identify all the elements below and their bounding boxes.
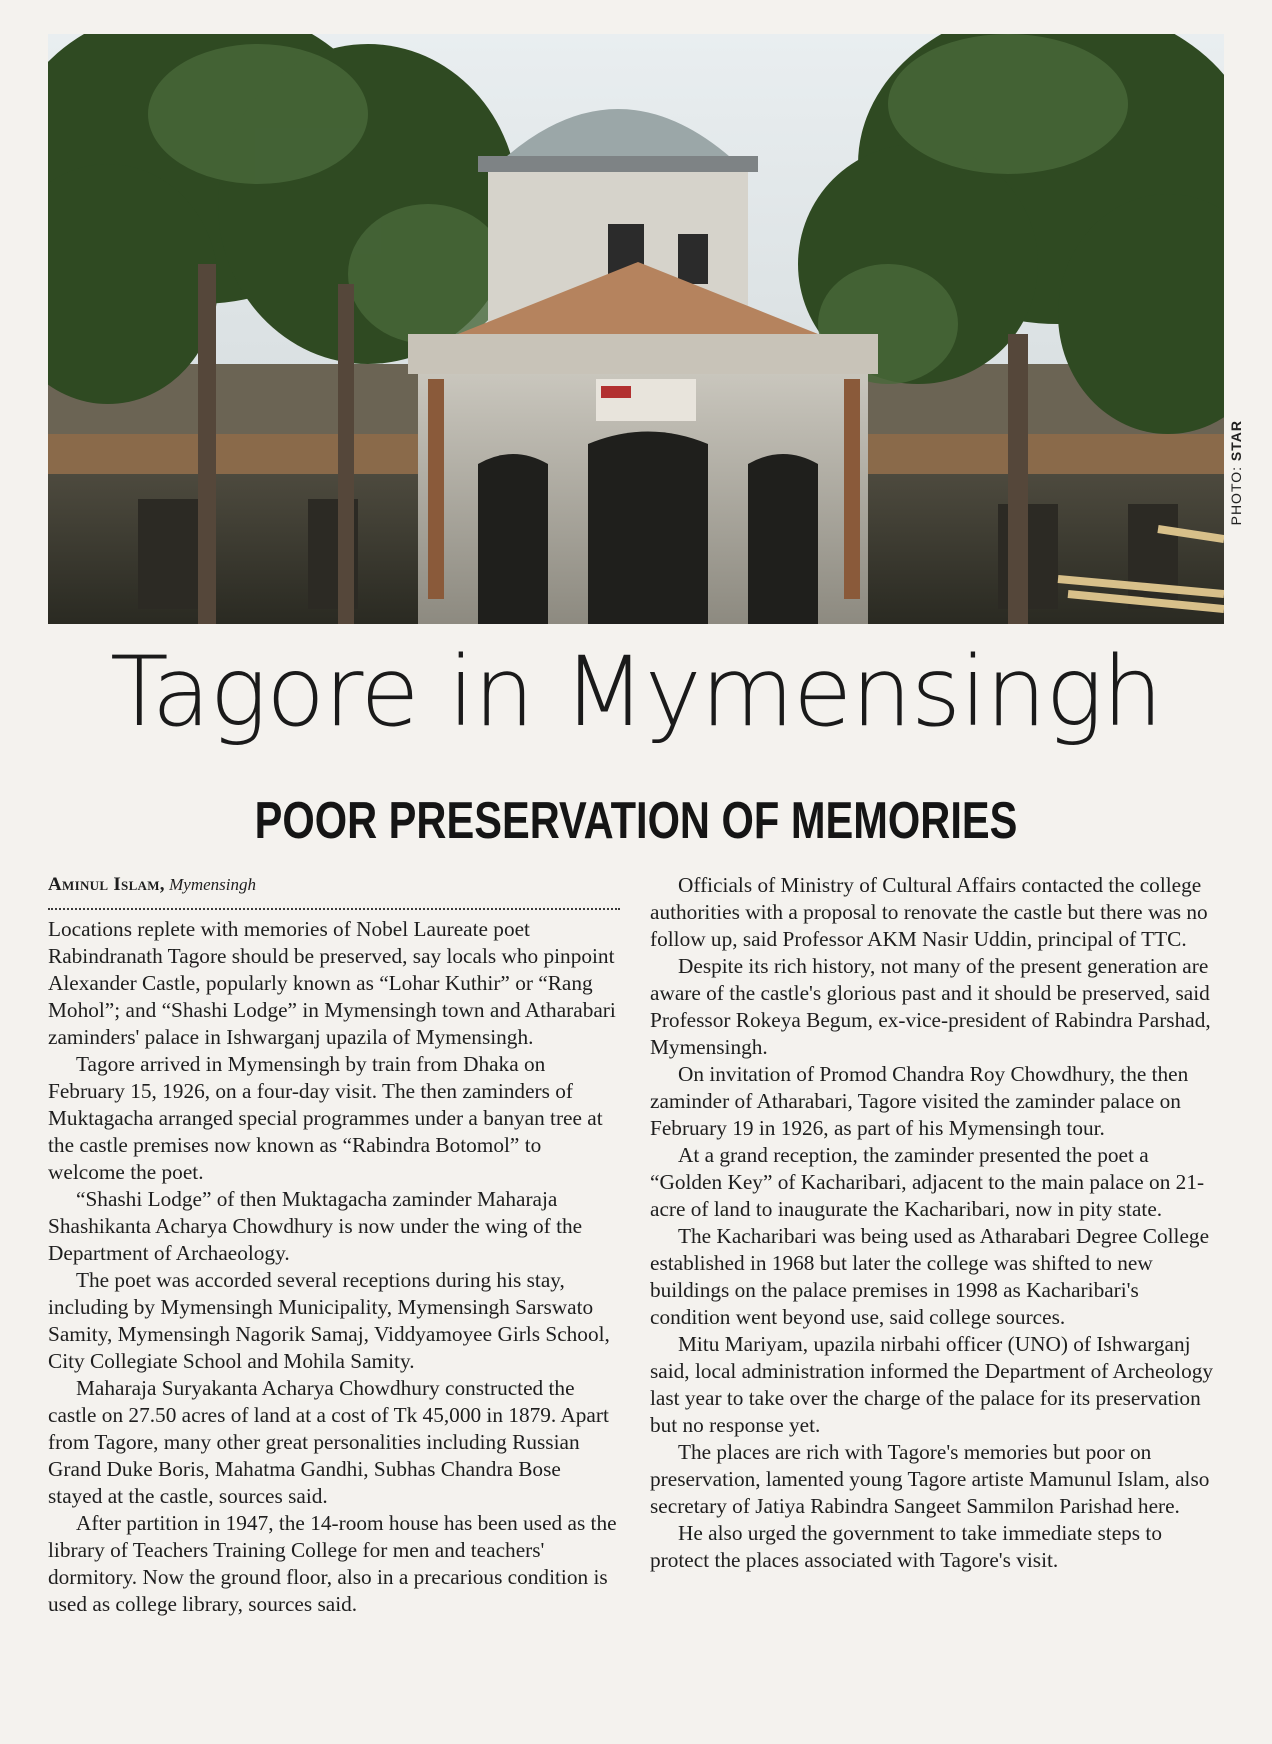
paragraph: He also urged the government to take immediate steps to protect the places associated with Tagore's visit. <box>650 1521 1162 1572</box>
subheadline: POOR PRESERVATION OF MEMORIES <box>254 792 1018 850</box>
paragraph: Mitu Mariyam, upazila nirbahi officer (UNO) of Ishwarganj said, local administration informed the Department of Archeology last year to take over the charge of the palace for its preservation but no response yet. <box>650 1332 1214 1437</box>
photo-credit-source: STAR <box>1228 420 1244 462</box>
byline <box>48 872 620 898</box>
paragraph: Maharaja Suryakanta Acharya Chowdhury constructed the castle on 27.50 acres of land at a cost of Tk 45,000 in 1879. Apart from Tagore, many other great personalities including Russian Grand Duke Boris, Mahatma Gandhi, Subhas Chandra Bose stayed at the castle, sources said. <box>48 1376 609 1508</box>
paragraph: After partition in 1947, the 14-room house has been used as the library of Teachers Training College for men and teachers' dormitory. Now the ground floor, also in a precarious condition is used as college library, sources said. <box>48 1511 617 1616</box>
byline-author: Aminul Islam, <box>48 874 165 895</box>
byline-divider <box>48 908 620 910</box>
photo-credit-prefix: PHOTO: <box>1228 465 1244 526</box>
paragraph: At a grand reception, the zaminder presented the poet a “Golden Key” of Kacharibari, adjacent to the main palace on 21-acre of land to inaugurate the Kacharibari, now in pity state. <box>650 1143 1205 1221</box>
paragraph: Officials of Ministry of Cultural Affairs contacted the college authorities with a proposal to renovate the castle but there was no follow up, said Professor AKM Nasir Uddin, principal of TTC. <box>650 873 1208 951</box>
left-column <box>48 872 620 1618</box>
paragraph: The places are rich with Tagore's memories but poor on preservation, lamented young Tagore artiste Mamunul Islam, also secretary of Jatiya Rabindra Sangeet Sammilon Parishad here. <box>650 1440 1210 1518</box>
paragraph: Despite its rich history, not many of the present generation are aware of the castle's glorious past and it should be preserved, said Professor Rokeya Begum, ex-vice-president of Rabindra Parshad, Mymensingh. <box>650 954 1211 1059</box>
castle-photo-illustration <box>48 34 1224 624</box>
photo-credit <box>1228 420 1248 620</box>
paragraph: The poet was accorded several receptions during his stay, including by Mymensingh Municipality, Mymensingh Sarswato Samity, Mymensingh Nagorik Samaj, Viddyamoyee Girls School, City Collegiate School and Mohila Samity. <box>48 1268 610 1373</box>
byline-location: Mymensingh <box>169 875 256 894</box>
right-column <box>650 872 1222 1574</box>
article-photo <box>48 34 1224 624</box>
paragraph: The Kacharibari was being used as Atharabari Degree College established in 1968 but later the college was shifted to new buildings on the palace premises in 1998 as Kacharibari's condition went beyond use, said college sources. <box>650 1224 1210 1329</box>
paragraph: Locations replete with memories of Nobel Laureate poet Rabindranath Tagore should be preserved, say locals who pinpoint Alexander Castle, popularly known as “Lohar Kuthir” or “Rang Mohol”; and “Shashi Lodge” in Mymensingh town and Atharabari zaminders' palace in Ishwarganj upazila of Mymensingh. <box>48 917 616 1049</box>
paragraph: On invitation of Promod Chandra Roy Chowdhury, the then zaminder of Atharabari, Tagore visited the zaminder palace on February 19 in 1926, as part of his Mymensingh tour. <box>650 1062 1189 1140</box>
paragraph: “Shashi Lodge” of then Muktagacha zaminder Maharaja Shashikanta Acharya Chowdhury is now under the wing of the Department of Archaeology. <box>48 1187 583 1265</box>
headline: Tagore in Mymensingh <box>110 636 1162 748</box>
paragraph: Tagore arrived in Mymensingh by train from Dhaka on February 15, 1926, on a four-day visit. The then zaminders of Muktagacha arranged special programmes under a banyan tree at the castle premises now known as “Rabindra Botomol” to welcome the poet. <box>48 1052 603 1184</box>
